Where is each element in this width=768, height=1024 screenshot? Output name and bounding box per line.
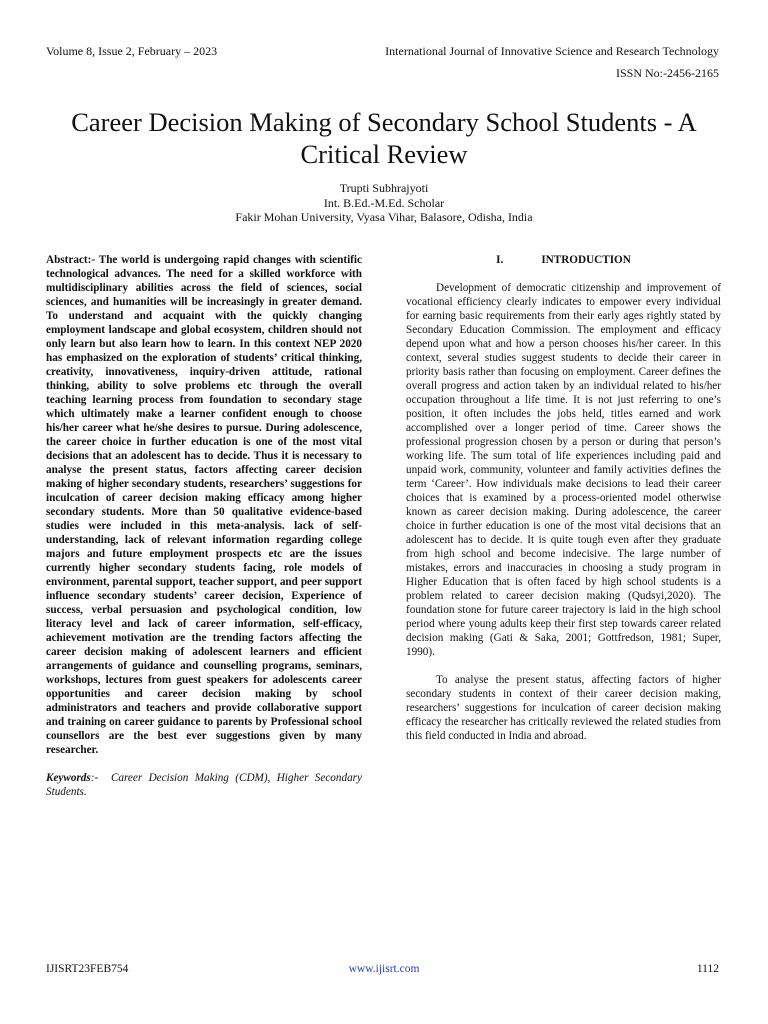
keywords-separator: :- [90, 772, 99, 784]
footer-page-number: 1112 [696, 963, 719, 975]
section-title: INTRODUCTION [541, 254, 631, 266]
abstract-text: Abstract:- The world is undergoing rapid changes with scientific technological advances. The need for a skilled workforce with multidisciplinary abilities across the field of sciences, social sciences, and humanities will be increasingly in greater demand. To understand and acquaint with the quickly changing employment landscape and global ecosystem, children should not only learn but also learn how to learn. In this context NEP 2020 has emphasized on the exploration of students’ critical thinking, creativity, innovativeness, inquiry-driven attitude, rational thinking, ability to solve problems etc through the overall teaching learning process from foundation to secondary stage which ultimately make a learner confident enough to choose his/her career what he/she desires to pursue. During adolescence, the career choice in further education is one of the most vital decisions that an adolescent has to decide. Thus it is necessary to analyse the present status, factors affecting career decision making of higher secondary students, researchers’ suggestions for inculcation of career decision making efficacy among higher secondary students. More than 50 qualitative evidence-based studies were included in this meta-analysis. lack of self-understanding, lack of relevant information regarding college majors and future employment prospects etc are the issues currently higher secondary students facing, role models of environment, parental support, teacher support, and peer support influence secondary students’ career decision, Experience of success, verbal persuasion and psychological condition, low literacy level and lack of career information, self-efficacy, achievement motivation are the trending factors affecting the career decision making of adolescent learners and efficient arrangements of guidance and counselling programs, seminars, workshops, lectures from guest speakers for adolescents career opportunities and career decision making by school administrators and teachers and provide collaborative support and training on career guidance to parents by Professional school counsellors are the best ever suggestions given by many researcher. [46, 254, 362, 756]
author-role: Int. B.Ed.-M.Ed. Scholar [323, 195, 445, 210]
author-block [60, 181, 708, 225]
keywords-label: Keywords [46, 772, 91, 784]
section-number: I. [496, 254, 504, 266]
intro-paragraph-2: To analyse the present status, affecting factors of higher secondary students in context of their career decision making, researchers’ suggestions for inculcation of career decision making efficacy the researcher has critically reviewed the related studies from this field conducted in India and abroad. [406, 674, 721, 742]
footer-website-link[interactable]: www.ijisrt.com [348, 963, 420, 975]
author-affiliation: Fakir Mohan University, Vyasa Vihar, Balasore, Odisha, India [235, 210, 533, 224]
author-name: Trupti Subhrajyoti [339, 181, 429, 195]
right-column [406, 253, 721, 743]
section-heading-introduction [406, 253, 721, 267]
paper-title: Career Decision Making of Secondary School Students - A Critical Review [71, 106, 697, 169]
keywords-text: Career Decision Making (CDM), Higher Secondary Students. [46, 772, 362, 798]
left-column [46, 253, 362, 799]
header-issn: ISSN No:-2456-2165 [615, 66, 719, 80]
keywords [46, 771, 362, 799]
intro-paragraph-1: Development of democratic citizenship and improvement of vocational efficiency clearly indicates to empower every individual for earning basic requirements from their early ages rightly stated by Secondary Education Commission. The employment and efficacy depend upon what and how a person chooses his/her career. In this context, several studies suggest students to decide their career in priority basis rather than focusing on employment. Career defines the overall progress and action taken by an individual related to his/her occupation throughout a life time. It is not just referring to one’s position, it often includes the jobs held, titles earned and work accomplished over a longer period of time. Career shows the professional progression chosen by a person or during that person’s working life. The sum total of life experiences including paid and unpaid work, community, volunteer and family activities defines the term ‘Career’. How individuals make decisions to lead their career choices that is examined by a process-oriented model otherwise known as career decision making. During adolescence, the career choice in further education is one of the most vital decisions that an adolescent has to decide. It is quite tough even after they graduate from high school and become indecisive. The large number of mistakes, errors and inaccuracies in choosing a study program in Higher Education that is often faced by high school students is a problem related to career decision making (Qudsyi,2020). The foundation stone for future career trajectory is laid in the high school period where young adults keep their first step towards career related decision making (Gati & Saka, 2001; Gottfredson, 1981; Super, 1990). [406, 282, 721, 658]
header-volume: Volume 8, Issue 2, February – 2023 [46, 44, 218, 58]
header-journal-name: International Journal of Innovative Science and Research Technology [385, 44, 719, 58]
footer-paper-id: IJISRT23FEB754 [46, 963, 129, 975]
